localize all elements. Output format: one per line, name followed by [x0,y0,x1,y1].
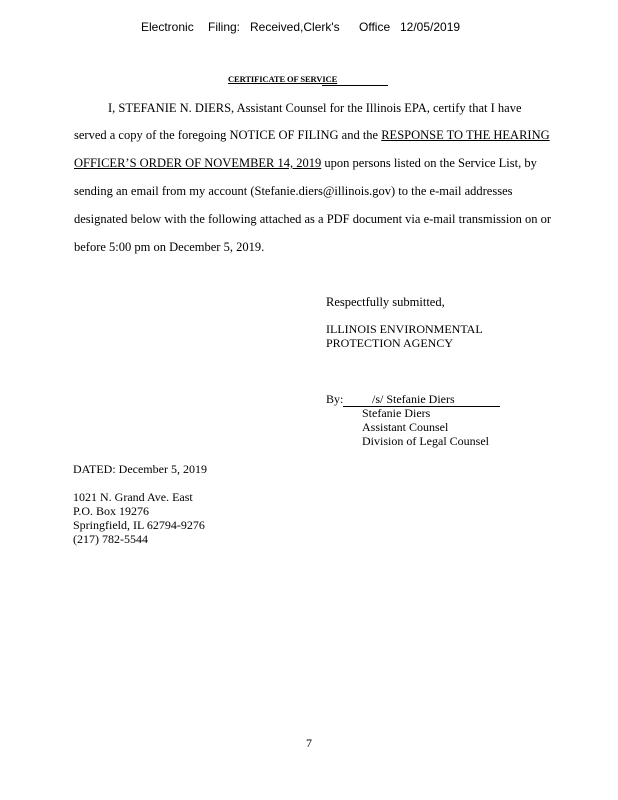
body-line-3-text: upon persons listed on the Service List, by [321,156,537,170]
body-line-3 [74,155,537,171]
body-line-2-text: served a copy of the foregoing NOTICE OF FILING and the [74,128,382,142]
signer-division: Division of Legal Counsel [362,434,489,448]
certificate-title: CERTIFICATE OF SERVICE [228,74,338,84]
header-filing: Filing: [208,20,241,34]
body-line-5: designated below with the following attached as a PDF document via e-mail transmission on or [74,212,551,226]
body-line-6: before 5:00 pm on December 5, 2019. [74,240,265,254]
electronic-signature: /s/ Stefanie Diers [372,392,455,406]
address-line-3: Springfield, IL 62794-9276 [73,518,205,532]
page-number: 7 [306,736,312,750]
agency-name-line-1: ILLINOIS ENVIRONMENTAL [326,322,483,336]
header-office: Office [359,20,391,34]
header-received: Received,Clerk's [250,20,340,34]
respectfully-submitted: Respectfully submitted, [326,295,445,309]
dated-line: DATED: December 5, 2019 [73,462,207,476]
response-title-part-1: RESPONSE TO THE HEARING [381,128,550,142]
address-line-4: (217) 782-5544 [73,532,148,546]
address-line-1: 1021 N. Grand Ave. East [73,490,193,504]
agency-address [73,490,205,546]
agency-name-line-2: PROTECTION AGENCY [326,336,454,350]
body-line-2 [74,127,550,143]
by-label: By: [326,392,344,406]
signer-details [362,406,489,448]
signer-title: Assistant Counsel [362,420,449,434]
body-line-4: sending an email from my account (Stefanie.diers@illinois.gov) to the e-mail addresses [74,184,513,198]
certificate-title-underline [322,85,388,86]
response-title-part-2: OFFICER’S ORDER OF NOVEMBER 14, 2019 [74,156,322,170]
header-electronic: Electronic [141,20,194,34]
body-line-1: I, STEFANIE N. DIERS, Assistant Counsel for the Illinois EPA, certify that I have [108,101,522,115]
signer-name: Stefanie Diers [362,406,431,420]
agency-name [326,322,483,350]
header-date: 12/05/2019 [400,20,461,34]
address-line-2: P.O. Box 19276 [73,504,150,518]
